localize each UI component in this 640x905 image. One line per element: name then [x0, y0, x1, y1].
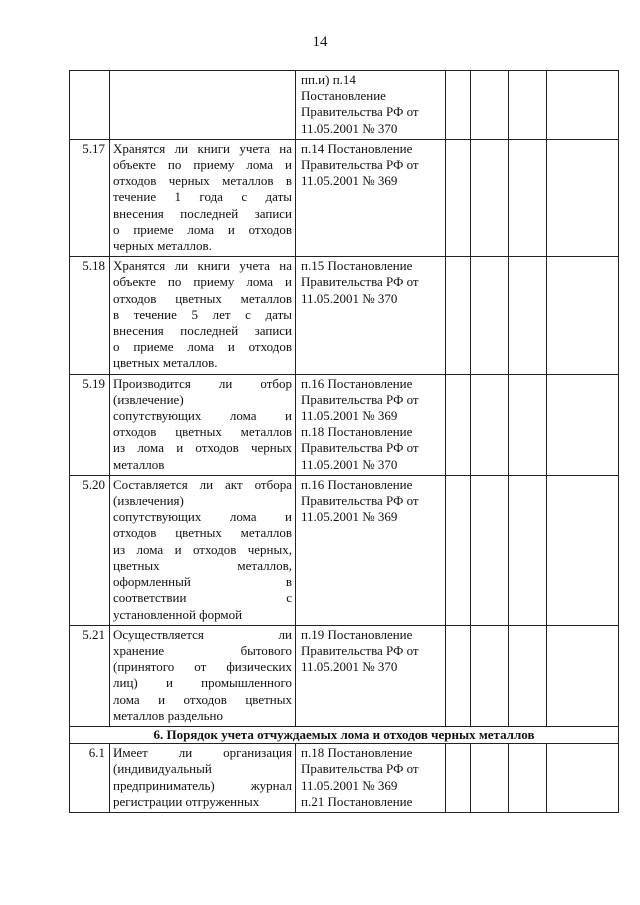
item-number: 5.19 [70, 374, 110, 475]
cell-text-line: о приеме лома и отходов [113, 339, 292, 355]
cell-text-line: 11.05.2001 № 370 [301, 120, 398, 136]
cell-text-line: Правительства РФ от [301, 642, 419, 658]
question-cell [110, 744, 296, 813]
cell-text-line: металлов раздельно [113, 707, 224, 723]
cell-text-line: Постановление [301, 88, 386, 104]
reference-cell [296, 139, 446, 256]
reference-cell [296, 374, 446, 475]
cell-text-line: течение 1 года с даты [113, 189, 292, 205]
cell-text-line: Правительства РФ от [301, 440, 419, 456]
cell-text-line: п.15 Постановление [301, 258, 413, 274]
empty-check-cell [509, 139, 547, 256]
table-row [70, 71, 619, 140]
cell-text-line: п.19 Постановление [301, 626, 413, 642]
table-row [70, 744, 619, 813]
table-row [70, 139, 619, 256]
cell-text-line: (принятого от физических [113, 659, 292, 675]
empty-check-cell [547, 475, 619, 625]
section-title: 6. Порядок учета отчуждаемых лома и отходов черных металлов [70, 726, 619, 743]
cell-text-line: Правительства РФ от [301, 104, 419, 120]
cell-text-line: оформленный в [113, 574, 292, 590]
empty-check-cell [446, 475, 471, 625]
cell-text-line: 11.05.2001 № 369 [301, 509, 398, 525]
cell-text-line: 11.05.2001 № 369 [301, 408, 398, 424]
cell-text-line: объекте по приему лома и [113, 157, 292, 173]
item-number: 5.20 [70, 475, 110, 625]
reference-cell [296, 257, 446, 374]
cell-text-line: Хранятся ли книги учета на [113, 258, 292, 274]
cell-text-line: 11.05.2001 № 370 [301, 456, 398, 472]
cell-text-line: отходов цветных металлов [113, 525, 292, 541]
cell-text-line: Правительства РФ от [301, 761, 419, 777]
empty-check-cell [547, 374, 619, 475]
empty-check-cell [471, 744, 509, 813]
cell-text-line: п.18 Постановление [301, 424, 413, 440]
cell-text-line: установленной формой [113, 606, 243, 622]
cell-text-line: о приеме лома и отходов [113, 221, 292, 237]
cell-text-line: из лома и отходов черных [113, 440, 292, 456]
empty-check-cell [471, 71, 509, 140]
cell-text-line: Имеет ли организация [113, 745, 292, 761]
cell-text-line: Правительства РФ от [301, 157, 419, 173]
empty-check-cell [446, 374, 471, 475]
question-cell [110, 625, 296, 726]
cell-text-line: регистрации отгруженных [113, 793, 260, 809]
empty-check-cell [446, 744, 471, 813]
cell-text-line: п.14 Постановление [301, 140, 413, 156]
empty-check-cell [547, 744, 619, 813]
empty-check-cell [471, 625, 509, 726]
item-number: 6.1 [70, 744, 110, 813]
empty-check-cell [547, 625, 619, 726]
reference-cell [296, 71, 446, 140]
cell-text-line: п.16 Постановление [301, 476, 413, 492]
cell-text-line: отходов цветных металлов [113, 424, 292, 440]
empty-check-cell [509, 71, 547, 140]
cell-text-line: черных металлов. [113, 238, 212, 254]
cell-text-line: металлов [113, 456, 165, 472]
cell-text-line: Хранятся ли книги учета на [113, 140, 292, 156]
page-number: 14 [312, 34, 328, 50]
empty-check-cell [547, 257, 619, 374]
cell-text-line: объекте по приему лома и [113, 274, 292, 290]
table-row [70, 625, 619, 726]
cell-text-line: предприниматель) журнал [113, 777, 292, 793]
empty-check-cell [446, 139, 471, 256]
empty-check-cell [471, 374, 509, 475]
empty-check-cell [509, 257, 547, 374]
cell-text-line: цветных металлов, [113, 557, 292, 573]
cell-text-line: сопутствующих лома и [113, 408, 292, 424]
section-header-row [70, 726, 619, 743]
cell-text-line: 11.05.2001 № 370 [301, 659, 398, 675]
cell-text-line: внесения последней записи [113, 323, 292, 339]
cell-text-line: отходов цветных металлов [113, 290, 292, 306]
empty-check-cell [446, 71, 471, 140]
item-number: 5.17 [70, 139, 110, 256]
cell-text-line: 11.05.2001 № 369 [301, 777, 398, 793]
empty-check-cell [547, 71, 619, 140]
cell-text-line: Составляется ли акт отбора [113, 476, 292, 492]
cell-text-line: цветных металлов. [113, 355, 218, 371]
empty-check-cell [509, 374, 547, 475]
cell-text-line: лома и отходов цветных [113, 691, 292, 707]
empty-check-cell [509, 744, 547, 813]
empty-check-cell [471, 475, 509, 625]
reference-cell [296, 625, 446, 726]
table-row [70, 475, 619, 625]
reference-cell [296, 475, 446, 625]
cell-text-line: 11.05.2001 № 369 [301, 173, 398, 189]
table-row [70, 374, 619, 475]
cell-text-line: п.18 Постановление [301, 745, 413, 761]
item-number [70, 71, 110, 140]
table-body [70, 71, 619, 813]
question-cell [110, 374, 296, 475]
empty-check-cell [547, 139, 619, 256]
cell-text-line: хранение бытового [113, 642, 292, 658]
empty-check-cell [446, 257, 471, 374]
cell-text-line: Осуществляется ли [113, 626, 292, 642]
cell-text-line: 11.05.2001 № 370 [301, 290, 398, 306]
cell-text-line: (извлечения) [113, 493, 184, 509]
reference-cell [296, 744, 446, 813]
item-number: 5.21 [70, 625, 110, 726]
cell-text-line: п.16 Постановление [301, 375, 413, 391]
cell-text-line: из лома и отходов черных, [113, 541, 292, 557]
cell-text-line: отходов черных металлов в [113, 173, 292, 189]
cell-text-line: п.21 Постановление [301, 793, 413, 809]
empty-check-cell [471, 139, 509, 256]
cell-text-line: соответствии с [113, 590, 292, 606]
empty-check-cell [509, 475, 547, 625]
cell-text-line: (извлечение) [113, 391, 184, 407]
cell-text-line: лиц) и промышленного [113, 675, 292, 691]
cell-text-line: Правительства РФ от [301, 493, 419, 509]
cell-text-line: Правительства РФ от [301, 391, 419, 407]
question-cell [110, 257, 296, 374]
inspection-table [69, 70, 619, 813]
question-cell [110, 139, 296, 256]
empty-check-cell [509, 625, 547, 726]
cell-text-line: Производится ли отбор [113, 375, 292, 391]
table-row [70, 257, 619, 374]
cell-text-line: в течение 5 лет с даты [113, 306, 292, 322]
cell-text-line: Правительства РФ от [301, 274, 419, 290]
cell-text-line: пп.и) п.14 [301, 72, 356, 87]
cell-text-line: внесения последней записи [113, 205, 292, 221]
question-cell [110, 71, 296, 140]
cell-text-line: сопутствующих лома и [113, 509, 292, 525]
empty-check-cell [471, 257, 509, 374]
item-number: 5.18 [70, 257, 110, 374]
empty-check-cell [446, 625, 471, 726]
cell-text-line: (индивидуальный [113, 761, 212, 777]
question-cell [110, 475, 296, 625]
